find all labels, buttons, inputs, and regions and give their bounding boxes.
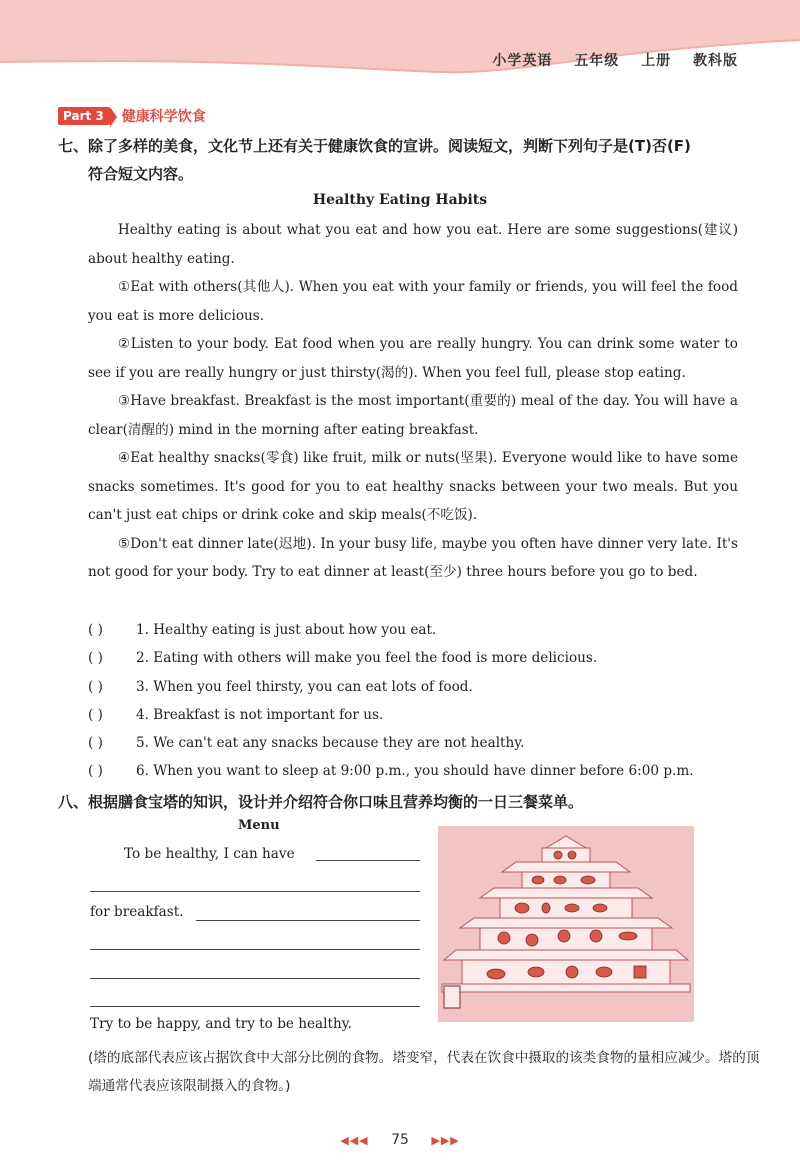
pyramid-note: (塔的底部代表应该占据饮食中大部分比例的食物。塔变窄，代表在饮食中摄取的该类食物的量相应减少。塔的顶端通常代表应该限制摄入的食物。): [88, 1050, 760, 1094]
tf-item: [88, 729, 748, 757]
part-tag: [58, 106, 206, 126]
answer-blank[interactable]: ( ): [88, 706, 103, 723]
menu-closing: Try to be happy, and try to be healthy.: [90, 1016, 352, 1032]
answer-blank[interactable]: ( ): [88, 678, 103, 695]
part-badge: Part 3: [58, 107, 110, 125]
tf-item: [88, 673, 748, 701]
paragraph-3: ③Have breakfast. Breakfast is the most important(重要的) meal of the day. You will have a clear(清醒的) mind in the morning after eating breakfast.: [88, 393, 738, 438]
paragraph-intro: Healthy eating is about what you eat and how you eat. Here are some suggestions(建议) about healthy eating.: [88, 222, 738, 267]
reading-title: Healthy Eating Habits: [312, 192, 488, 208]
tf-statement: 3. When you feel thirsty, you can eat lots of food.: [136, 678, 473, 695]
tf-statement: 4. Breakfast is not important for us.: [136, 706, 384, 723]
subject-label: 小学英语: [492, 53, 553, 69]
paragraph-4: ④Eat healthy snacks(零食) like fruit, milk or nuts(坚果). Everyone would like to have some snacks sometimes. It's good for you to eat healthy snacks between your two meals. But you can't just eat chips or drink coke and skip meals(不吃饭).: [88, 450, 738, 523]
menu-line-2: for breakfast.: [90, 904, 184, 920]
tf-statement: 1. Healthy eating is just about how you eat.: [136, 622, 437, 638]
volume-label: 上册: [641, 53, 672, 69]
prev-arrows-icon: ◀◀◀: [340, 1134, 369, 1147]
paragraph-5: ⑤Don't eat dinner late(迟地). In your busy life, maybe you often have dinner very late. It's not good for your body. Try to eat dinner at least(至少) three hours before you go to bed.: [88, 535, 738, 580]
writing-line[interactable]: [316, 860, 420, 861]
edition-label: 教科版: [693, 53, 738, 69]
food-pyramid-illustration: [438, 826, 694, 1022]
writing-line[interactable]: [196, 920, 420, 921]
question-7-line-2: 符合短文内容。: [88, 165, 194, 183]
menu-line-1: To be healthy, I can have: [124, 846, 295, 862]
tf-statement: 6. When you want to sleep at 9:00 p.m., you should have dinner before 6:00 p.m.: [136, 763, 694, 780]
answer-blank[interactable]: ( ): [88, 622, 103, 638]
true-false-list: [88, 616, 748, 786]
tf-item: [88, 616, 748, 644]
answer-blank[interactable]: ( ): [88, 650, 103, 667]
question-7-heading: [58, 132, 758, 188]
writing-line[interactable]: [90, 891, 420, 892]
tf-item: [88, 701, 748, 729]
answer-blank[interactable]: ( ): [88, 735, 103, 752]
page-navigation: [0, 1132, 800, 1148]
paragraph-2: ②Listen to your body. Eat food when you are really hungry. You can drink some water to see if you are really hungry or just thirsty(渴的). When you feel full, please stop eating.: [88, 336, 738, 381]
part-title: 健康科学饮食: [121, 109, 206, 125]
reading-passage: [88, 216, 738, 587]
writing-line[interactable]: [90, 1006, 420, 1007]
menu-title: Menu: [238, 818, 280, 833]
food-pyramid-icon: [438, 826, 694, 1022]
question-7-line-1: 七、除了多样的美食，文化节上还有关于健康饮食的宣讲。阅读短文，判断下列句子是(T)否(F): [58, 137, 691, 155]
question-8-heading: 八、根据膳食宝塔的知识，设计并介绍符合你口味且营养均衡的一日三餐菜单。: [58, 793, 584, 811]
paragraph-1: ①Eat with others(其他人). When you eat with your family or friends, you will feel the food you eat is more delicious.: [88, 279, 738, 324]
page-number: 75: [391, 1132, 409, 1148]
tf-statement: 2. Eating with others will make you feel the food is more delicious.: [136, 650, 598, 667]
writing-line[interactable]: [90, 978, 420, 979]
grade-label: 五年级: [574, 53, 620, 69]
tf-item: [88, 757, 748, 785]
answer-blank[interactable]: ( ): [88, 763, 103, 780]
tf-statement: 5. We can't eat any snacks because they are not healthy.: [136, 735, 525, 752]
next-arrows-icon: ▶▶▶: [431, 1134, 460, 1147]
writing-line[interactable]: [90, 949, 420, 950]
book-info: [476, 50, 738, 70]
tf-item: [88, 644, 748, 672]
